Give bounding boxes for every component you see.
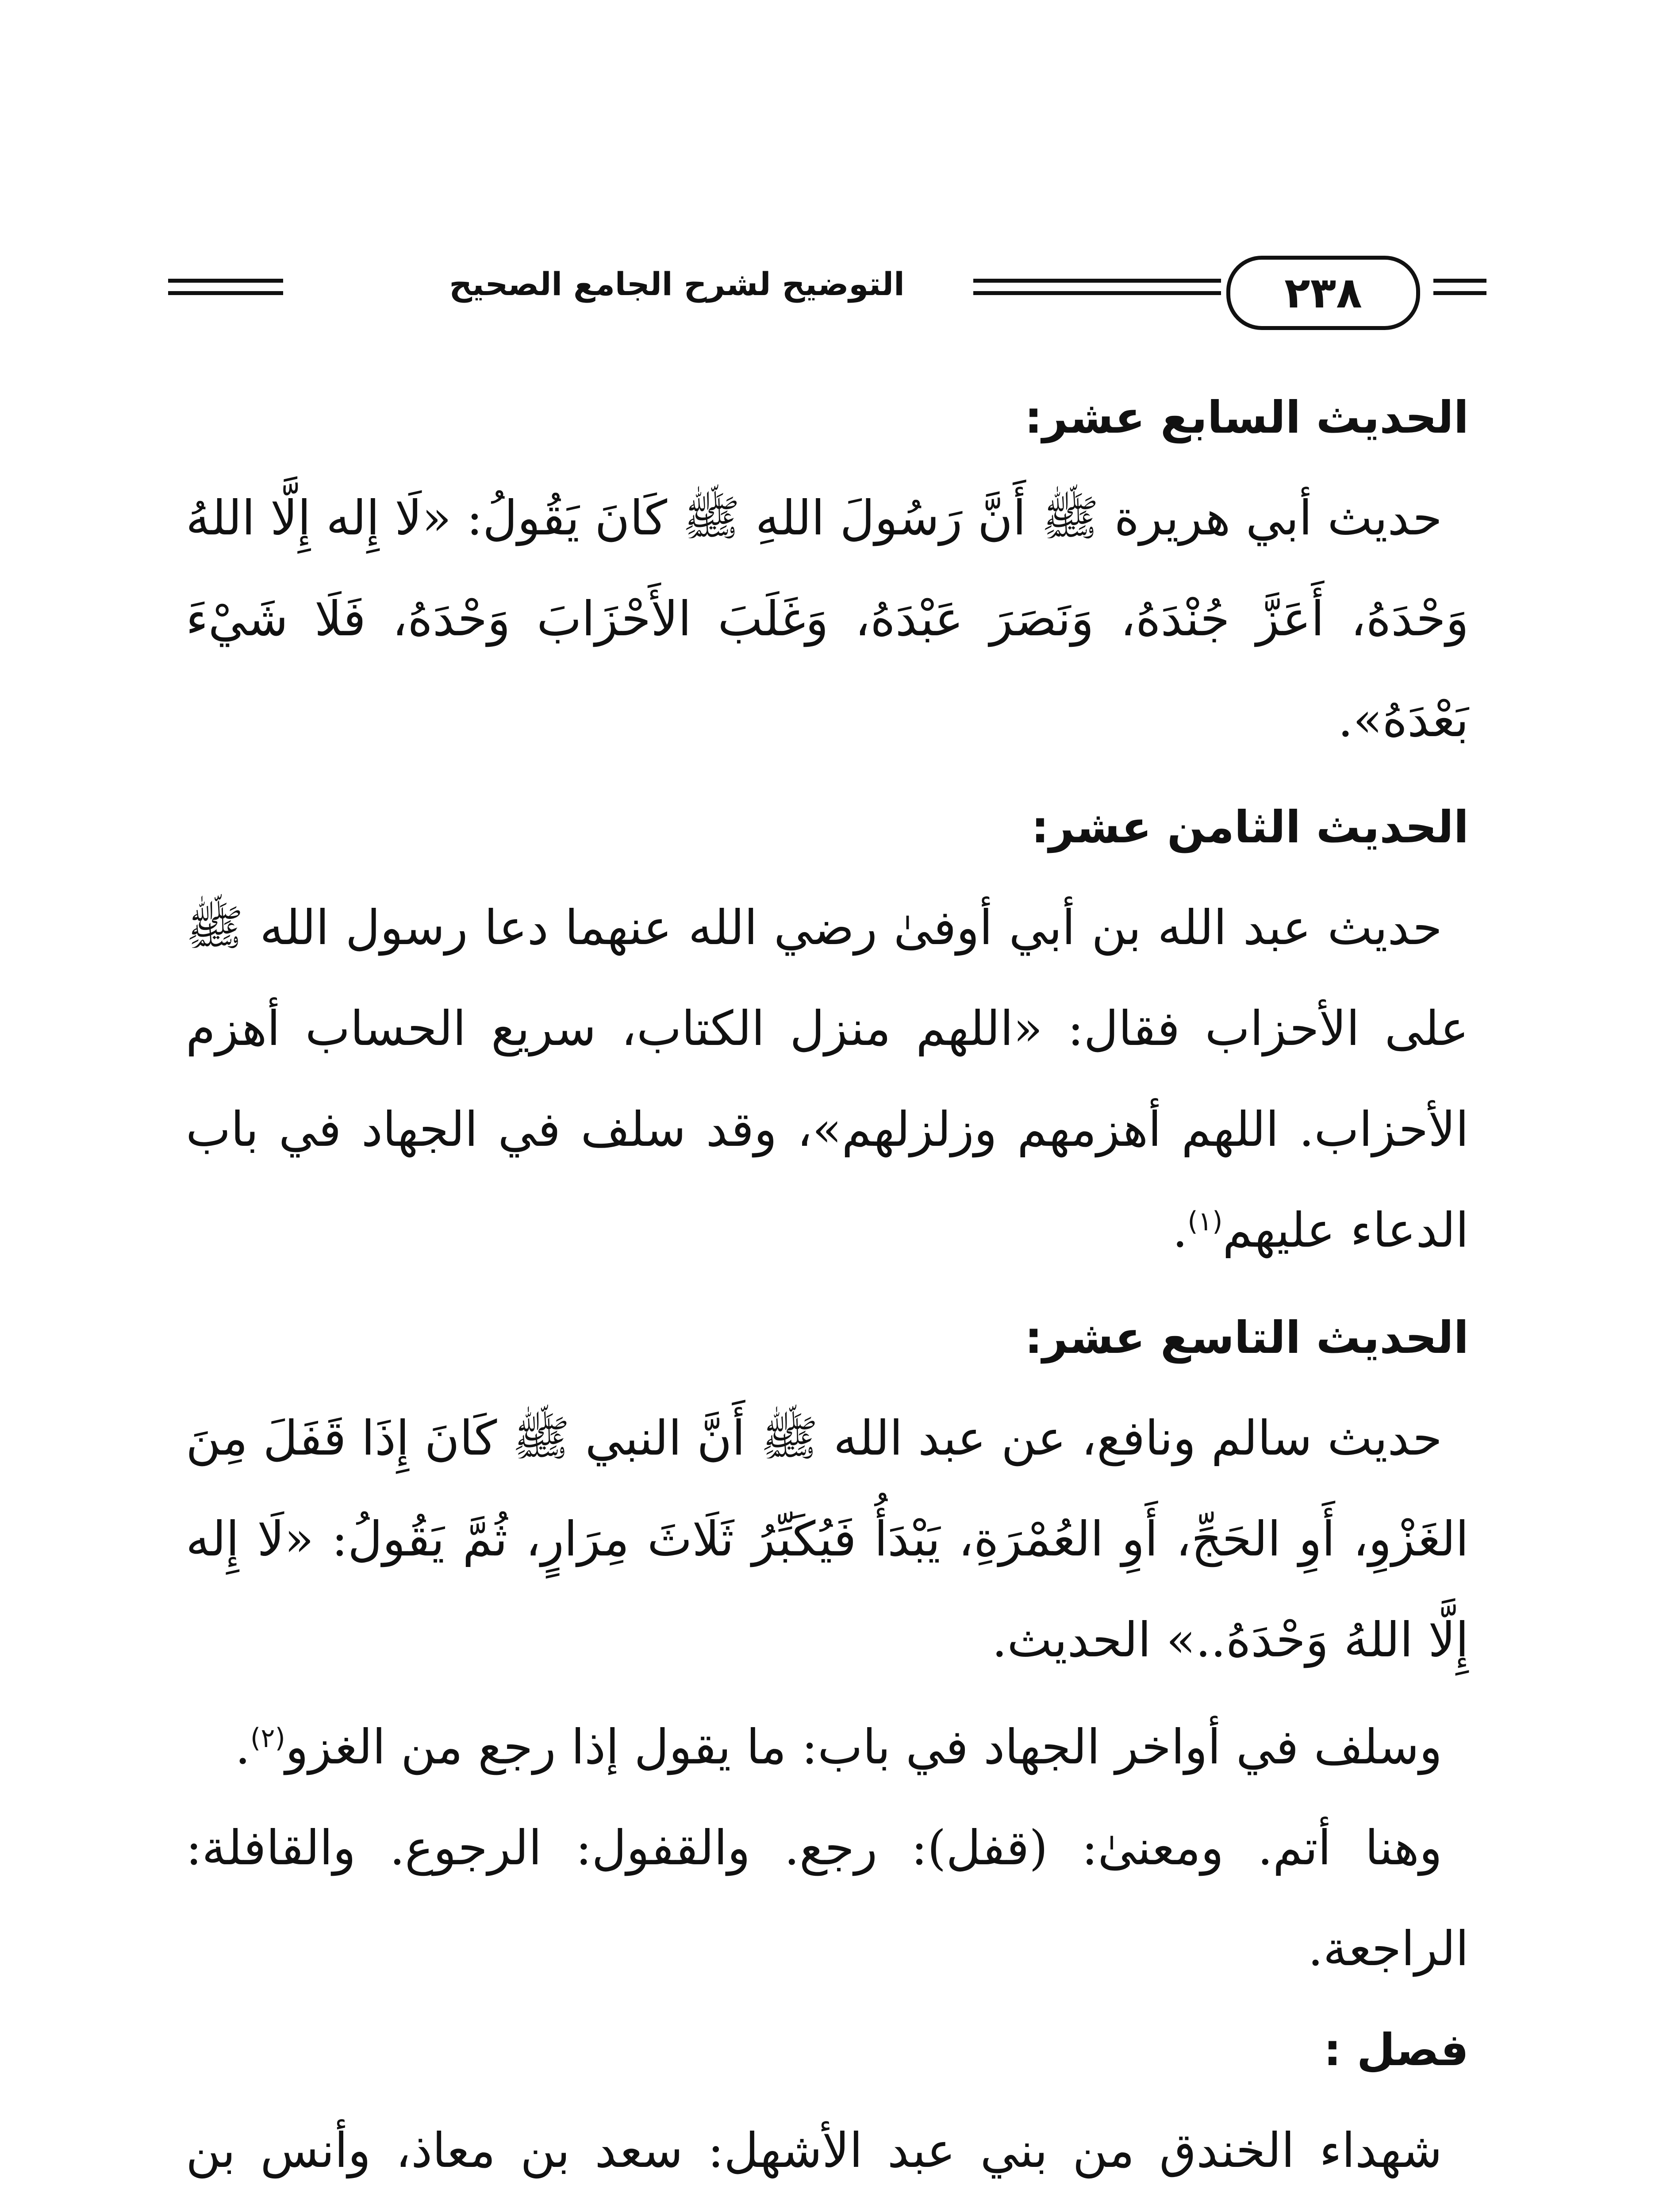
footnote-ref-1[interactable]: (١) [1187,1206,1223,1237]
paragraph-text: حديث عبد الله بن أبي أوفىٰ رضي الله عنهما دعا رسول الله ﷺ على الأحزاب فقال: «اللهم منزل الكتاب، سريع الحساب أهزم الأحزاب. اللهم أهزمهم وزلزلهم»، وقد سلف في الجهاد في باب الدعاء عليهم [186,900,1469,1258]
header-rule-left-bottom [168,291,283,295]
fasl-section [186,2000,1469,2101]
paragraph-text: وسلف في أواخر الجهاد في باب: ما يقول إذا رجع من الغزو [285,1720,1442,1775]
running-header [168,248,1486,336]
fasl-heading: فصل : [1323,2024,1469,2076]
paragraph: وهنا أتم. ومعنىٰ: (قفل): رجع. والقفول: الرجوع. والقافلة: الراجعة. [186,1820,1469,1977]
paragraph-end: . [235,1720,250,1775]
section-paragraph: حديث سالم ونافع، عن عبد الله ﷺ أَنَّ النبي ﷺ كَانَ إِذَا قَفَلَ مِنَ الغَزْوِ، أَوِ الحَجِّ، أَوِ العُمْرَةِ، يَبْدَأُ فَيُكَبِّرُ ثَلَاثَ مِرَارٍ، ثُمَّ يَقُولُ: «لَا إِله إِلَّا اللهُ وَحْدَهُ..» الحديث. [186,1411,1469,1668]
header-rule-mid-bottom [973,291,1221,295]
paragraph-text: شهداء الخندق من بني عبد الأشهل: سعد بن معاذ، وأنس بن [186,2123,1443,2178]
section-17 [186,367,1469,771]
section-19 [186,1287,1469,1691]
paragraph-end: . [1172,1203,1188,1258]
book-title: التوضيح لشرح الجامع الصحيح [407,265,947,303]
section-paragraph [186,878,1469,1281]
paragraph-sulf [186,1697,1469,1798]
header-rule-left-top [168,279,283,283]
header-rule-mid-top [973,279,1221,283]
paragraph [186,1697,1469,1798]
footnote-ref-2[interactable]: (٢) [250,1723,285,1754]
paragraph-martyrs [186,2101,1469,2212]
section-18 [186,777,1469,1281]
paragraph [186,2101,1469,2212]
page-number: ٢٣٨ [1284,268,1362,318]
header-rule-right-top [1433,279,1486,283]
paragraph-meaning [186,1798,1469,2000]
section-heading: الحديث التاسع عشر: [1025,1312,1469,1363]
section-paragraph: حديث أبي هريرة ﷺ أَنَّ رَسُولَ اللهِ ﷺ كَانَ يَقُولُ: «لَا إِله إِلَّا اللهُ وَحْدَهُ، أَعَزَّ جُنْدَهُ، وَنَصَرَ عَبْدَهُ، وَغَلَبَ الأَحْزَابَ وَحْدَهُ، فَلَا شَيْءَ بَعْدَهُ». [186,491,1469,748]
header-rule-right-bottom [1433,291,1486,295]
section-heading: الحديث الثامن عشر: [1031,801,1469,853]
page-number-badge [1226,256,1420,330]
section-heading: الحديث السابع عشر: [1025,392,1469,443]
main-text [186,367,1469,2212]
